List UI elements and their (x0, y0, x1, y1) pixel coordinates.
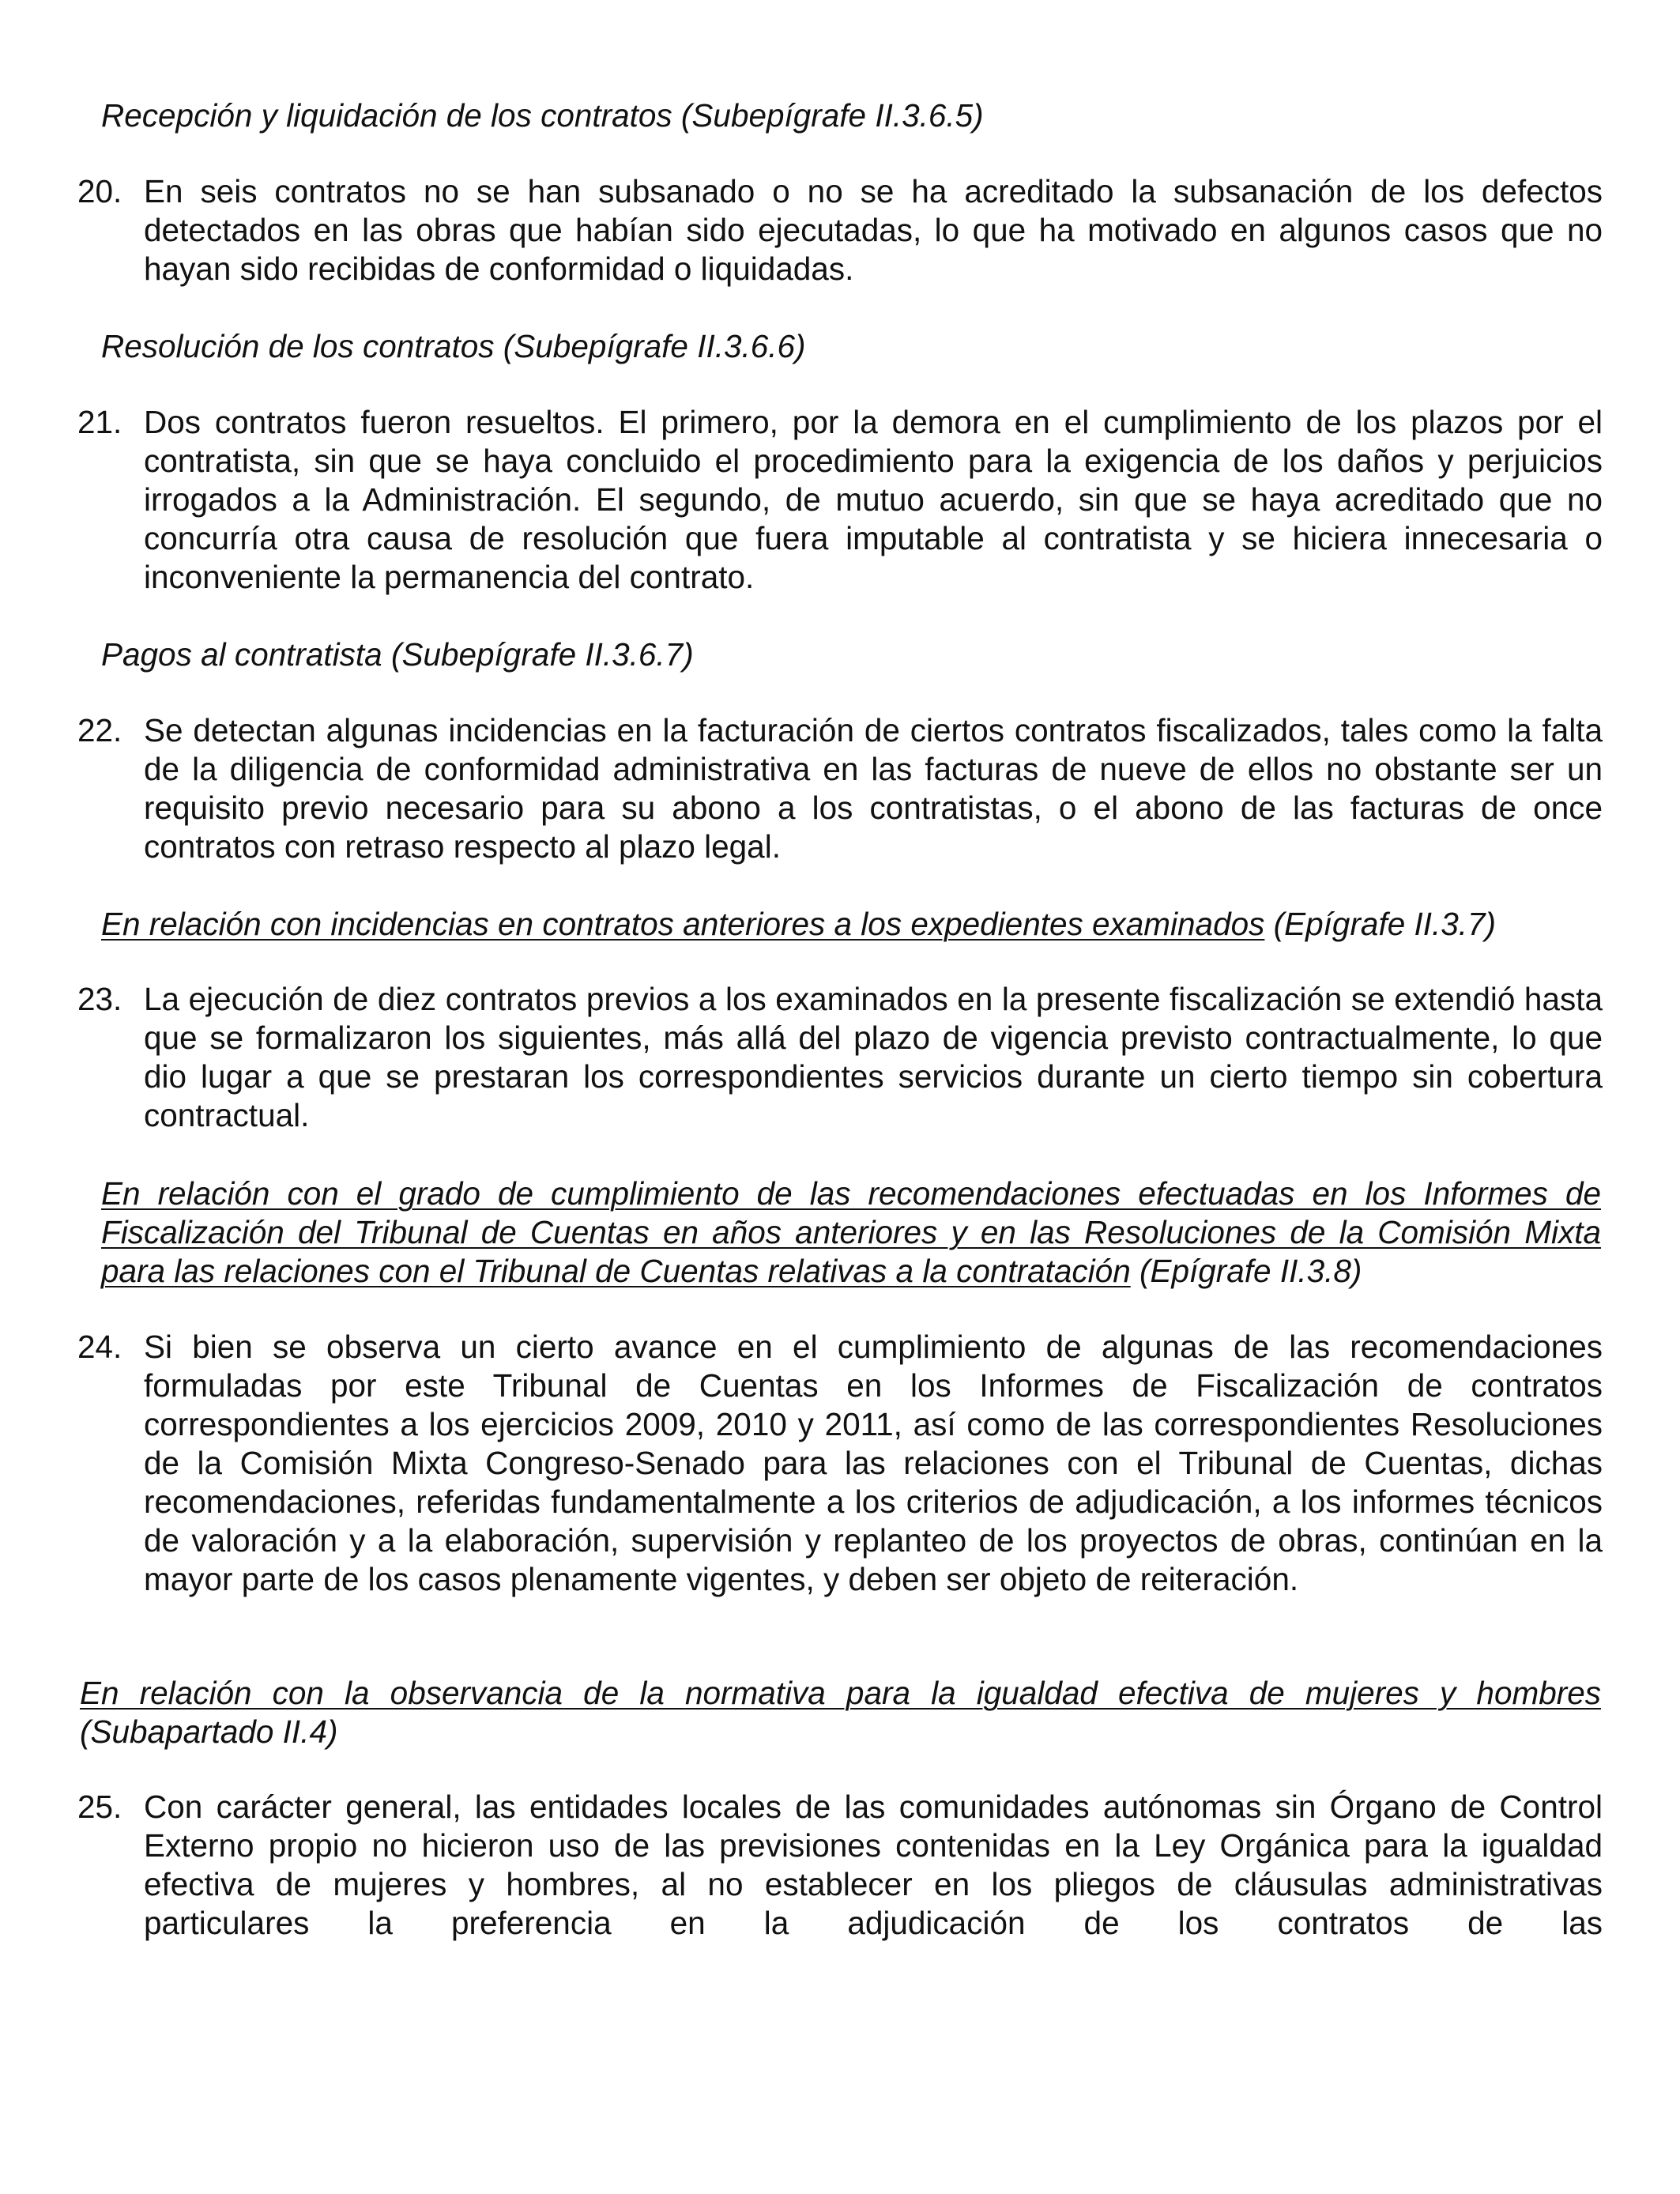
heading-text: Recepción y liquidación de los contratos (Subepígrafe II.3.6.5) (101, 97, 984, 134)
paragraph-number: 24. (77, 1329, 122, 1365)
heading-underlined: En relación con la observancia de la normativa para la igualdad efectiva de mujeres y hombres (80, 1675, 1601, 1711)
numbered-paragraph (77, 1788, 1603, 1943)
section-heading (101, 96, 1601, 135)
paragraph-number: 25. (77, 1789, 122, 1825)
heading-underlined: En relación con el grado de cumplimiento de las recomendaciones efectuadas en los Informes de Fiscalización del Tribunal de Cuentas en años anteriores y en las Resoluciones de la Comisión Mixta para las relaciones con el Tribunal de Cuentas relativas a la contratación (101, 1175, 1601, 1289)
section-heading (101, 1174, 1601, 1291)
paragraph-text: Si bien se observa un cierto avance en el cumplimiento de algunas de las recomendaciones formuladas por este Tribunal de Cuentas en los Informes de Fiscalización de contratos correspondientes a los ejercicios 2009, 2010 y 2011, así como de las correspondientes Resoluciones de la Comisión Mixta Congreso-Senado para las relaciones con el Tribunal de Cuentas, dichas recomendaciones, referidas fundamentalmente a los criterios de adjudicación, a los informes técnicos de valoración y a la elaboración, supervisión y replanteo de los proyectos de obras, continúan en la mayor parte de los casos plenamente vigentes, y deben ser objeto de reiteración. (144, 1329, 1603, 1597)
numbered-paragraph (77, 172, 1603, 288)
numbered-paragraph (77, 1328, 1603, 1599)
paragraph-text: Dos contratos fueron resueltos. El primero, por la demora en el cumplimiento de los plazos por el contratista, sin que se haya concluido el procedimiento para la exigencia de los daños y perjuicios irrogados a la Administración. El segundo, de mutuo acuerdo, sin que se haya acreditado que no concurría otra causa de resolución que fuera imputable al contratista y se hiciera innecesaria o inconveniente la permanencia del contrato. (144, 404, 1603, 595)
paragraph-number: 23. (77, 981, 122, 1017)
section-heading (80, 1674, 1601, 1751)
section-heading (101, 635, 1601, 674)
numbered-paragraph (77, 711, 1603, 866)
numbered-paragraph (77, 980, 1603, 1135)
heading-text: (Subapartado II.4) (80, 1713, 338, 1750)
heading-text: Resolución de los contratos (Subepígrafe II.3.6.6) (101, 328, 806, 364)
paragraph-number: 20. (77, 173, 122, 209)
heading-text: (Epígrafe II.3.7) (1264, 906, 1497, 942)
paragraph-number: 22. (77, 712, 122, 748)
paragraph-text: La ejecución de diez contratos previos a los examinados en la presente fiscalización se extendió hasta que se formalizaron los siguientes, más allá del plazo de vigencia previsto contractualmente, lo que dio lugar a que se prestaran los correspondientes servicios durante un cierto tiempo sin cobertura contractual. (144, 981, 1603, 1133)
heading-text: (Epígrafe II.3.8) (1130, 1253, 1362, 1289)
section-heading (101, 905, 1601, 944)
paragraph-text: Se detectan algunas incidencias en la facturación de ciertos contratos fiscalizados, tales como la falta de la diligencia de conformidad administrativa en las facturas de nueve de ellos no obstante ser un requisito previo necesario para su abono a los contratistas, o el abono de las facturas de once contratos con retraso respecto al plazo legal. (144, 712, 1603, 865)
section-heading (101, 327, 1601, 366)
numbered-paragraph (77, 403, 1603, 597)
paragraph-text: Con carácter general, las entidades locales de las comunidades autónomas sin Órgano de Control Externo propio no hicieron uso de las previsiones contenidas en la Ley Orgánica para la igualdad efectiva de mujeres y hombres, al no establecer en los pliegos de cláusulas administrativas particulares la preferencia en la adjudicación de los contratos de las (144, 1789, 1603, 1941)
heading-text: Pagos al contratista (Subepígrafe II.3.6.7) (101, 636, 694, 673)
paragraph-text: En seis contratos no se han subsanado o no se ha acreditado la subsanación de los defectos detectados en las obras que habían sido ejecutadas, lo que ha motivado en algunos casos que no hayan sido recibidas de conformidad o liquidadas. (144, 173, 1603, 287)
heading-underlined: En relación con incidencias en contratos anteriores a los expedientes examinados (101, 906, 1265, 942)
paragraph-number: 21. (77, 404, 122, 440)
